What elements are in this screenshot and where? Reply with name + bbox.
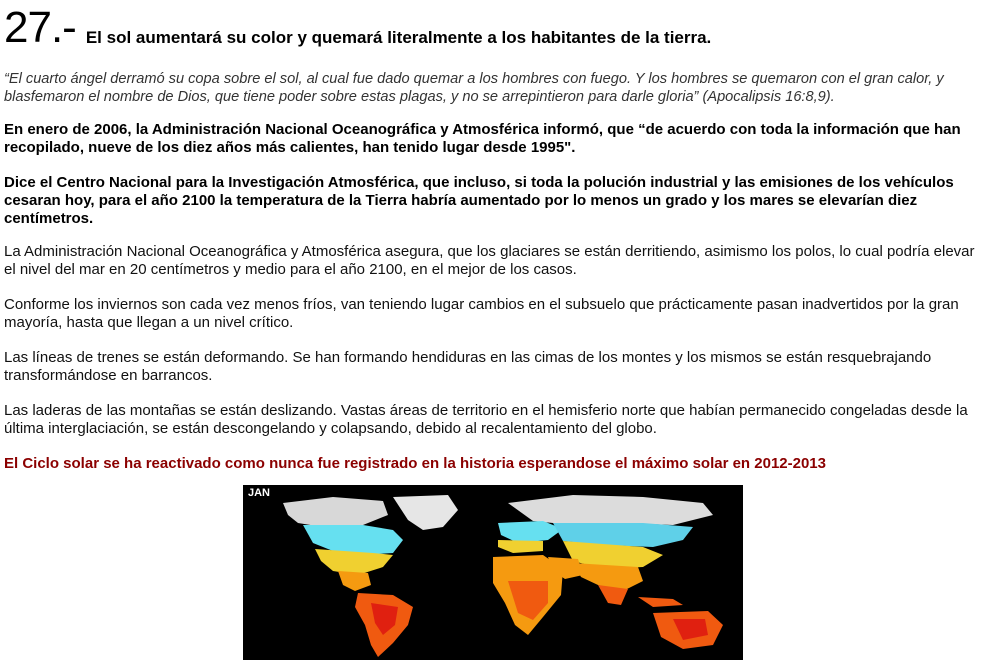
- paragraph-glaciers: La Administración Nacional Oceanográfica y Atmosférica asegura, que los glaciares se están derritiendo, asimismo los polos, lo cual podría elevar el nivel del mar en 20 centímetros y medio para el año 2100, en el mejor de los casos.: [4, 243, 975, 278]
- paragraph-train-lines: Las líneas de trenes se están deformando. Se han formando hendiduras en las cimas de los montes y los mismos se están resquebrajando transformándose en barrancos.: [4, 349, 932, 384]
- document-body: [4, 0, 979, 473]
- section-title: El sol aumentará su color y quemará literalmente a los habitantes de la tierra.: [85, 28, 712, 47]
- paragraph-ncar-statement: Dice el Centro Nacional para la Investigación Atmosférica, que incluso, si toda la polución industrial y las emisiones de los vehículos cesaran hoy, para el año 2100 la temperatura de la Tierra habría aumentado por lo menos un grado y los mares se elevarían diez centímetros.: [4, 174, 954, 227]
- paragraph-noaa-report: En enero de 2006, la Administración Nacional Oceanográfica y Atmosférica informó, que “de acuerdo con toda la información que han recopilado, nueve de los diez años más calientes, han tenido lugar desde 1995".: [4, 121, 961, 156]
- paragraph-winters: Conforme los inviernos son cada vez menos fríos, van teniendo lugar cambios en el subsuelo que prácticamente pasan inadvertidos por la gran mayoría, hasta que llegan a un nivel crítico.: [4, 296, 959, 331]
- map-month-label: JAN: [248, 487, 271, 499]
- paragraph-mountain-slopes: Las laderas de las montañas se están deslizando. Vastas áreas de territorio en el hemisferio norte que habían permanecido congeladas desde la última interglaciación, se están descongelando y colapsando, debido al recalentamiento del globo.: [4, 402, 968, 437]
- world-temperature-map: [243, 485, 743, 660]
- section-number: 27.-: [4, 3, 76, 52]
- section-heading: [4, 2, 979, 50]
- world-map-graphic: [243, 485, 743, 660]
- bible-quote: “El cuarto ángel derramó su copa sobre el sol, al cual fue dado quemar a los hombres con fuego. Y los hombres se quemaron con el gran calor, y blasfemaron el nombre de Dios, que tiene poder sobre estas plagas, y no se arrepintieron para darle gloria” (Apocalipsis 16:8,9).: [4, 71, 944, 105]
- solar-cycle-highlight: El Ciclo solar se ha reactivado como nunca fue registrado en la historia esperandose el máximo solar en 2012-2013: [4, 455, 826, 472]
